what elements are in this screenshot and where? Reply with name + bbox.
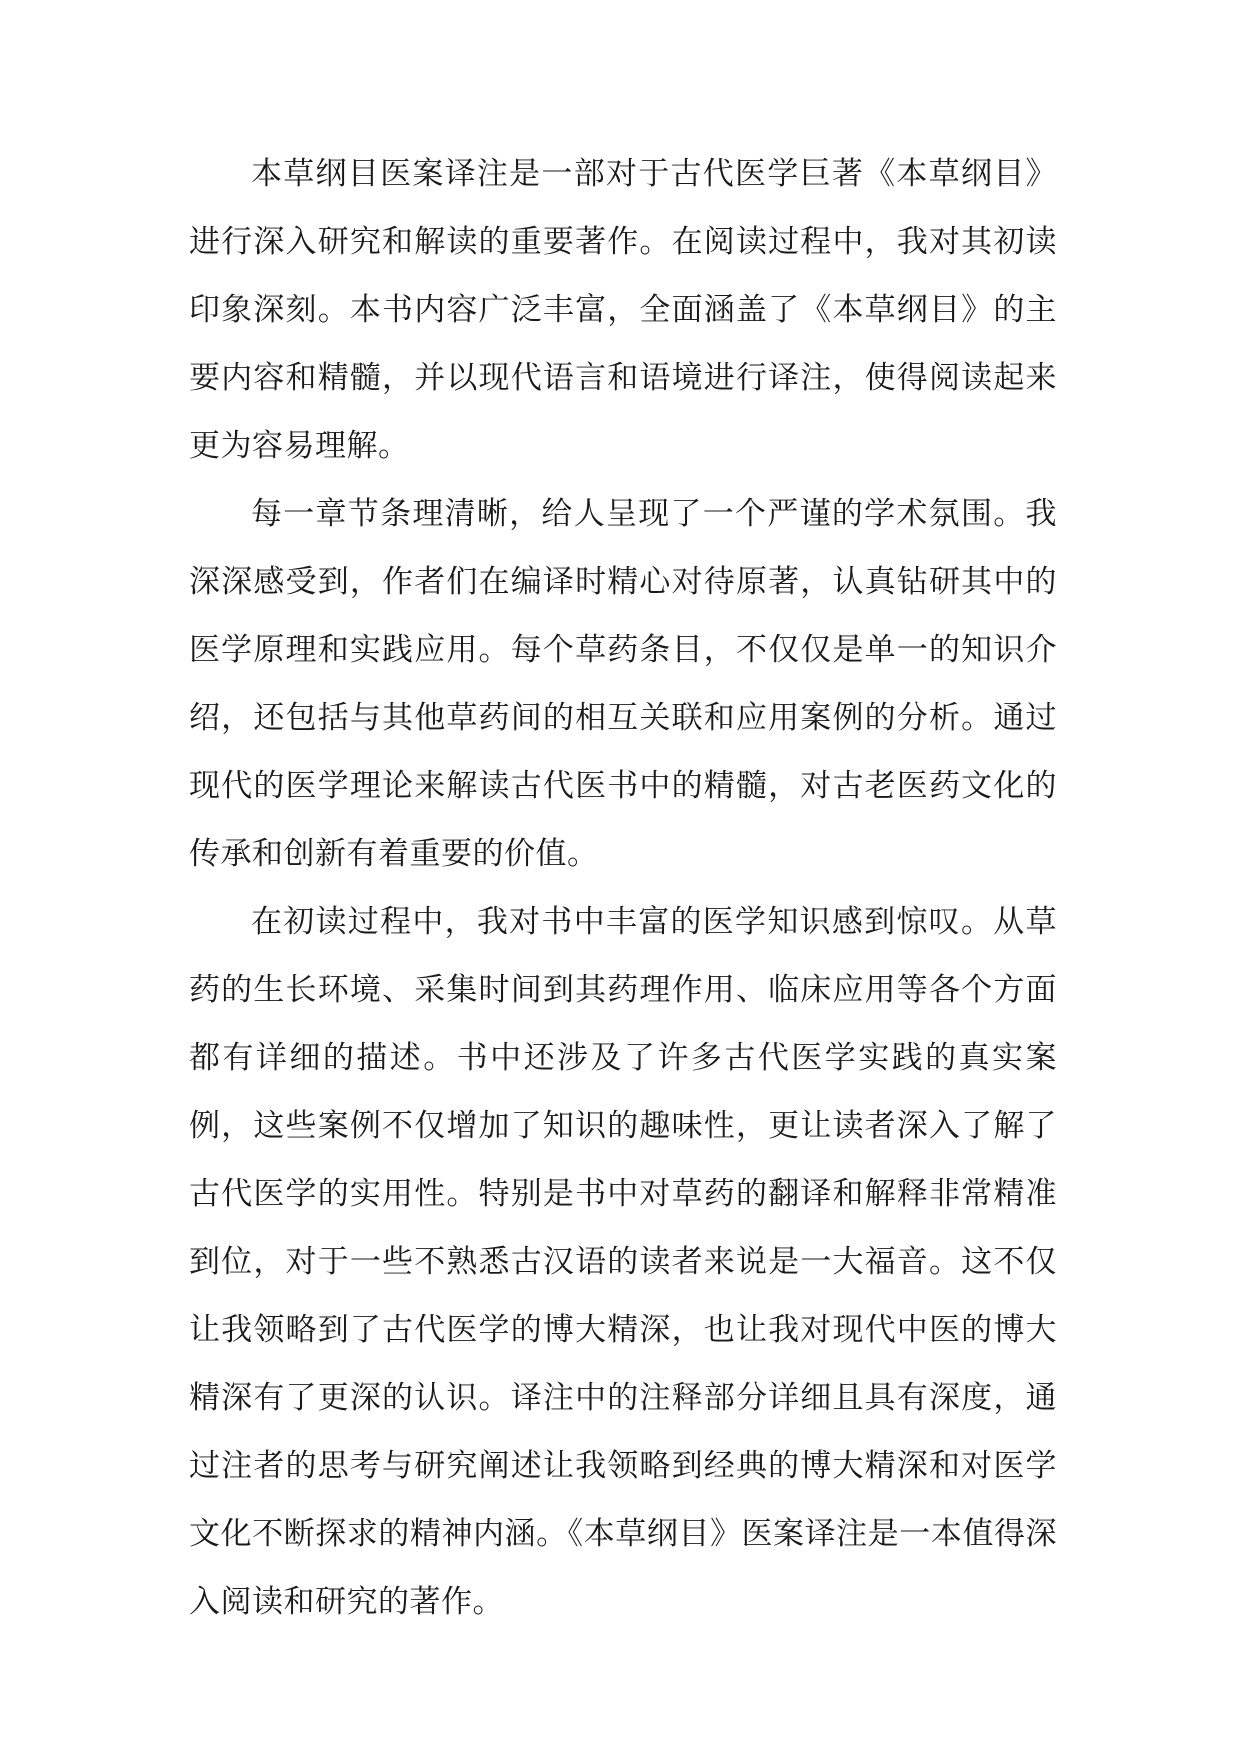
paragraph: 每一章节条理清晰，给人呈现了一个严谨的学术氛围。我深深感受到，作者们在编译时精心对待原著，认真钻研其中的医学原理和实践应用。每个草药条目，不仅仅是单一的知识介绍，还包括与其他草药间的相互关联和应用案例的分析。通过现代的医学理论来解读古代医书中的精髓，对古老医药文化的传承和创新有着重要的价值。 — [189, 496, 1057, 872]
paragraph: 在初读过程中，我对书中丰富的医学知识感到惊叹。从草药的生长环境、采集时间到其药理作用、临床应用等各个方面都有详细的描述。书中还涉及了许多古代医学实践的真实案例，这些案例不仅增加了知识的趣味性，更让读者深入了解了古代医学的实用性。特别是书中对草药的翻译和解释非常精准到位，对于一些不熟悉古汉语的读者来说是一大福音。这不仅让我领略到了古代医学的博大精深，也让我对现代中医的博大精深有了更深的认识。译注中的注释部分详细且具有深度，通过注者的思考与研究阐述让我领略到经典的博大精深和对医学文化不断探求的精神内涵。《本草纲目》医案译注是一本值得深入阅读和研究的著作。 — [189, 904, 1057, 1620]
paragraph: 本草纲目医案译注是一部对于古代医学巨著《本草纲目》进行深入研究和解读的重要著作。在阅读过程中，我对其初读印象深刻。本书内容广泛丰富，全面涵盖了《本草纲目》的主要内容和精髓，并以现代语言和语境进行译注，使得阅读起来更为容易理解。 — [189, 156, 1057, 464]
document-body — [189, 140, 1057, 1636]
